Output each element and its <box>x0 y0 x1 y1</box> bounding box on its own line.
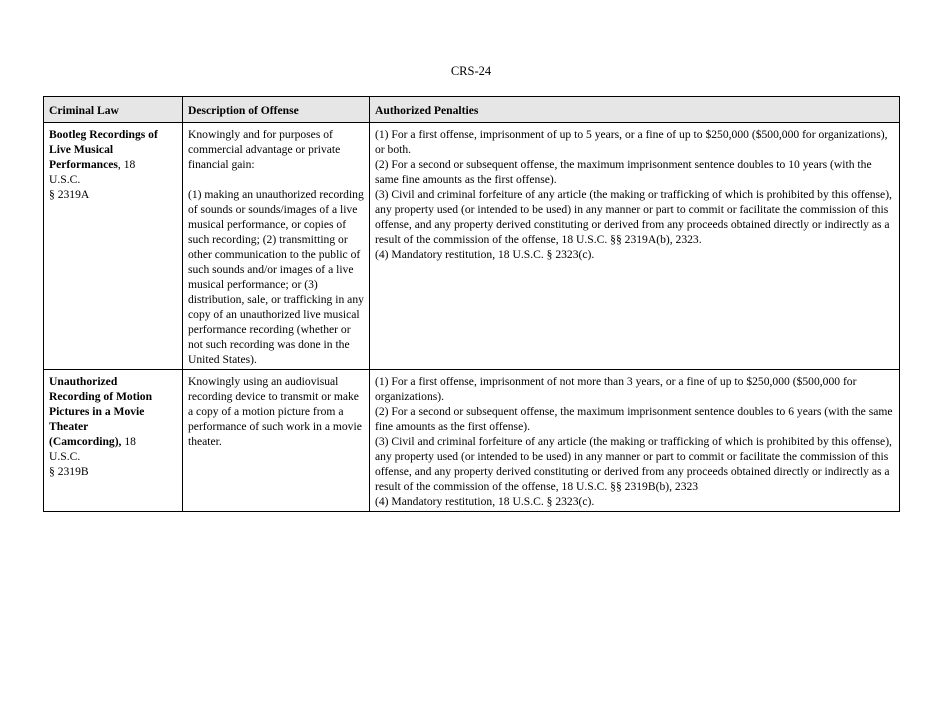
penalty-item: (3) Civil and criminal forfeiture of any article (the making or trafficking of which is prohibited by this offense), any property used (or intended to be used) in any manner or part to commit or facilitate the commission of this offense, and any property derived constituting or derived from any proceeds obtained directly or indirectly as a result of the commission of the offense, 18 U.S.C. §§ 2319A(b), 2323. <box>375 188 892 246</box>
column-header-description: Description of Offense <box>183 97 370 123</box>
description-intro: Knowingly and for purposes of commercial advantage or private financial gain: <box>188 128 341 171</box>
penalty-item: (4) Mandatory restitution, 18 U.S.C. § 2323(c). <box>375 248 595 261</box>
description-cell <box>183 370 370 512</box>
penalty-item: (2) For a second or subsequent offense, the maximum imprisonment sentence doubles to 10 years (with the same fine amounts as the first offense). <box>375 158 872 186</box>
law-title-line: Live Musical <box>49 143 114 156</box>
law-citation-line: U.S.C. <box>49 173 81 186</box>
law-title-text: Performances <box>49 158 118 171</box>
penalty-item: (4) Mandatory restitution, 18 U.S.C. § 2323(c). <box>375 495 595 508</box>
law-title-line: Pictures in a Movie <box>49 405 145 418</box>
law-citation-line: U.S.C. <box>49 450 81 463</box>
law-title-line: Theater <box>49 420 89 433</box>
paragraph-spacer <box>188 172 364 187</box>
page-number: CRS-24 <box>450 64 492 78</box>
description-intro: Knowingly using an audiovisual recording device to transmit or make a copy of a motion picture from a performance of such work in a movie theater. <box>188 375 362 448</box>
law-citation-suffix: , 18 <box>117 158 136 171</box>
law-title-line: Unauthorized <box>49 375 118 388</box>
law-citation-suffix: 18 <box>121 435 136 448</box>
penalty-item: (3) Civil and criminal forfeiture of any article (the making or trafficking of which is prohibited by this offense), any property used (or intended to be used) in any manner or part to commit or facilitate the commission of this offense, and any property derived constituting or derived from any proceeds obtained directly or indirectly as a result of the commission of the offense, 18 U.S.C. §§ 2319B(b), 2323 <box>375 435 892 493</box>
criminal-law-cell <box>44 123 183 370</box>
page-header <box>0 64 942 79</box>
table-row <box>44 123 900 370</box>
law-title-line: Recording of Motion <box>49 390 153 403</box>
law-title-line <box>49 434 177 449</box>
penalties-cell <box>370 370 900 512</box>
table-row <box>44 370 900 512</box>
law-title-text: (Camcording), <box>49 435 122 448</box>
column-header-penalties: Authorized Penalties <box>370 97 900 123</box>
law-section-line: § 2319A <box>49 188 90 201</box>
law-section-line: § 2319B <box>49 465 89 478</box>
description-detail: (1) making an unauthorized recording of sounds or sounds/images of a live musical performance, or copies of such recording; (2) transmitting or other communication to the public of such sounds and/or images of a live musical performance; or (3) distribution, sale, or trafficking in any copy of an unauthorized live musical performance recording (whether or not such recording was done in the United States). <box>188 188 364 366</box>
criminal-law-table <box>43 96 900 512</box>
penalties-cell <box>370 123 900 370</box>
law-title-line: Bootleg Recordings of <box>49 128 158 141</box>
penalty-item: (1) For a first offense, imprisonment of up to 5 years, or a fine of up to $250,000 ($500,000 for organizations), or both. <box>375 128 888 156</box>
penalty-item: (2) For a second or subsequent offense, the maximum imprisonment sentence doubles to 6 years (with the same fine amounts as the first offense). <box>375 405 893 433</box>
column-header-criminal-law: Criminal Law <box>44 97 183 123</box>
law-title-line <box>49 157 177 172</box>
criminal-law-cell <box>44 370 183 512</box>
table-header-row <box>44 97 900 123</box>
penalty-item: (1) For a first offense, imprisonment of not more than 3 years, or a fine of up to $250,000 ($500,000 for organizations). <box>375 375 857 403</box>
description-cell <box>183 123 370 370</box>
